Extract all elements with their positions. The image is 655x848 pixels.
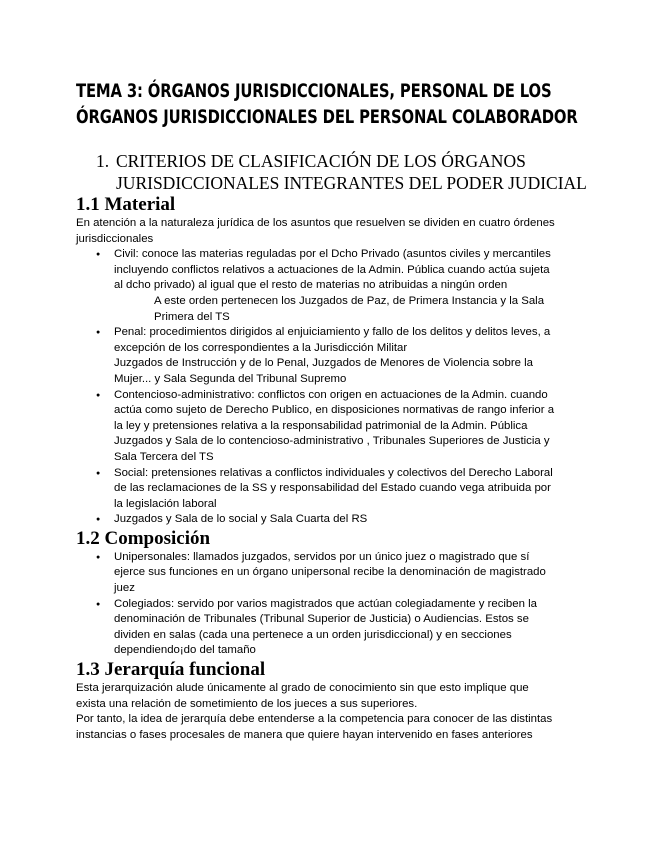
text-line: actúa como sujeto de Derecho Publico, en disposiciones normativas de rango inferior a	[114, 404, 555, 417]
text-line: Civil: conoce las materias reguladas por el Dcho Privado (asuntos civiles y mercantiles	[114, 248, 551, 261]
section-heading-criterios	[96, 150, 595, 194]
text-line: Juzgados y Sala de lo contencioso-administrativo , Tribunales Superiores de Justicia y	[114, 435, 550, 448]
text-line: de las reclamaciones de la SS y responsabilidad del Estado cuando vega atribuida por	[114, 482, 551, 495]
material-intro	[76, 216, 595, 247]
section-number: 1.	[96, 151, 110, 171]
text-line: En atención a la naturaleza jurídica de los asuntos que resuelven se dividen en cuatro órdenes	[76, 217, 555, 229]
civil-organs	[114, 294, 595, 325]
jerarquia-text	[76, 681, 595, 743]
heading-composicion: 1.2 Composición	[76, 527, 211, 549]
text-line: ejerce sus funciones en un órgano unipersonal recibe la denominación de magistrado	[114, 566, 546, 579]
heading-material: 1.1 Material	[76, 194, 176, 215]
material-list	[76, 247, 595, 528]
text-line: exista una relación de sometimiento de los jueces a sus superiores.	[76, 697, 418, 710]
text-line: incluyendo conflictos relativos a actuaciones de la Admin. Pública cuando actúa sujeta	[114, 263, 550, 276]
text-line: A este orden pertenecen los Juzgados de Paz, de Primera Instancia y la Sala	[154, 294, 545, 307]
list-item-civil	[96, 247, 595, 325]
composicion-list	[76, 550, 595, 659]
text-line: Por tanto, la idea de jerarquía debe entenderse a la competencia para conocer de las distintas	[76, 713, 553, 726]
text-line: Unipersonales: llamados juzgados, servidos por un único juez o magistrado que sí	[114, 550, 530, 563]
text-line: denominación de Tribunales (Tribunal Superior de Justicia) o Audiencias. Estos se	[114, 613, 529, 626]
text-line: instancias o fases procesales de manera que quiere hayan intervenido en fases anteriores	[76, 728, 533, 741]
section-heading-line: CRITERIOS DE CLASIFICACIÓN DE LOS ÓRGANOS	[116, 151, 526, 171]
text-line: Mujer... y Sala Segunda del Tribunal Supremo	[114, 372, 347, 385]
title-line: TEMA 3: ÓRGANOS JURISDICCIONALES, PERSONAL DE LOS	[76, 80, 552, 102]
list-item-contencioso	[96, 388, 595, 466]
text-line: la ley y pretensiones relativa a la responsabilidad patrimonial de la Admin. Pública	[114, 419, 528, 432]
list-item-unipersonales	[96, 550, 595, 597]
text-line: excepción de los correspondientes a la Jurisdicción Militar	[114, 341, 408, 354]
section-heading-line: JURISDICCIONALES INTEGRANTES DEL PODER JUDICIAL	[116, 173, 587, 193]
text-line: Primera del TS	[154, 310, 230, 323]
list-item-penal	[96, 325, 595, 387]
text-line: Juzgados de Instrucción y de lo Penal, Juzgados de Menores de Violencia sobre la	[114, 357, 533, 370]
text-line: Penal: procedimientos dirigidos al enjuiciamiento y fallo de los delitos y delitos leves, a	[114, 326, 551, 339]
text-line: Juzgados y Sala de lo social y Sala Cuarta del RS	[114, 513, 368, 526]
text-line: la legislación laboral	[114, 497, 217, 510]
text-line: dependiendo¡do del tamaño	[114, 644, 256, 657]
title-line: ÓRGANOS JURISDICCIONALES DEL PERSONAL COLABORADOR	[76, 106, 578, 128]
text-line: dividen en salas (cada una pertenece a un orden jurisdiccional) y en secciones	[114, 628, 512, 641]
text-line: juez	[114, 582, 135, 595]
heading-jerarquia: 1.3 Jerarquía funcional	[76, 659, 266, 681]
text-line: Social: pretensiones relativas a conflictos individuales y colectivos del Derecho Laboral	[114, 466, 553, 479]
text-line: Sala Tercera del TS	[114, 450, 214, 463]
text-line: Esta jerarquización alude únicamente al grado de conocimiento sin que esto implique que	[76, 682, 529, 695]
text-line: jurisdiccionales	[76, 232, 154, 245]
list-item-juzgados-social	[96, 512, 595, 528]
list-item-social	[96, 466, 595, 513]
list-item-colegiados	[96, 597, 595, 659]
text-line: Colegiados: servido por varios magistrados que actúan colegiadamente y reciben la	[114, 597, 537, 610]
document-title	[76, 78, 614, 130]
text-line: Contencioso-administrativo: conflictos con origen en actuaciones de la Admin. cuando	[114, 388, 548, 401]
text-line: al dcho privado) al igual que el resto de materias no atribuidas a ningún orden	[114, 279, 508, 292]
